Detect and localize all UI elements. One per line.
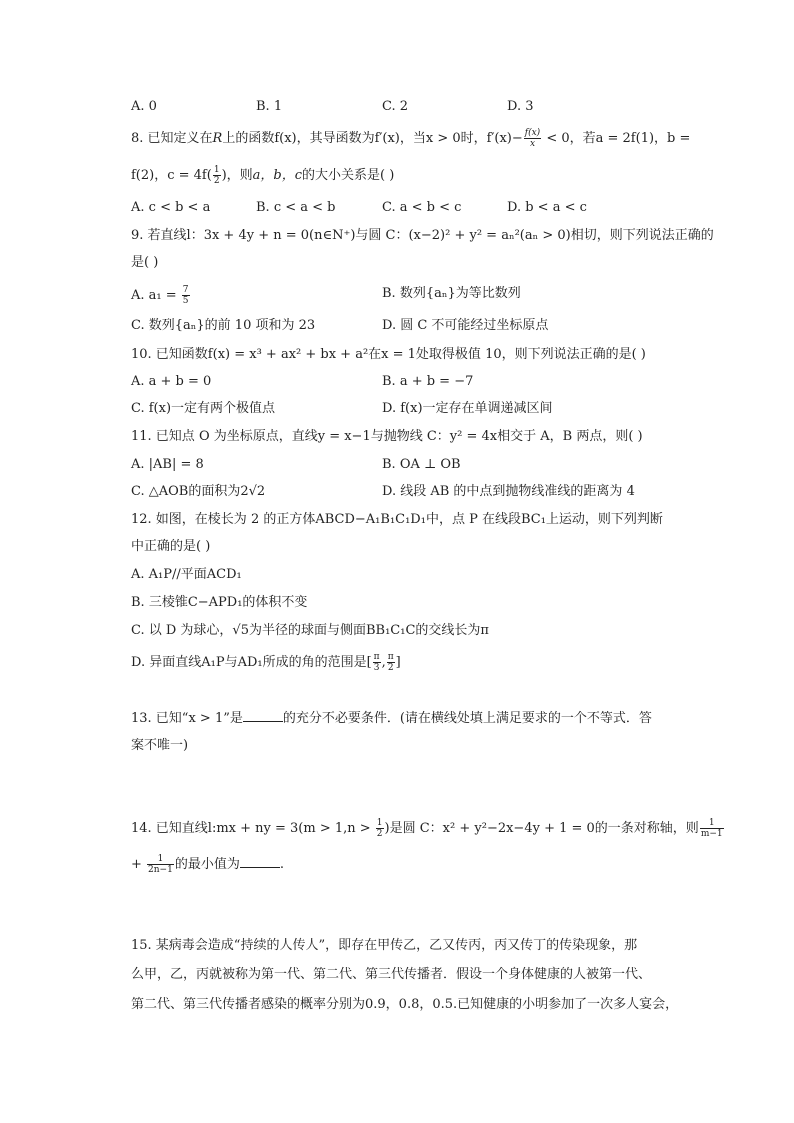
q8-frac-num: f(x) bbox=[524, 128, 541, 138]
q8-option-d: D. b < a < c bbox=[507, 200, 587, 215]
q8-line-1 bbox=[131, 128, 690, 149]
q8-fraction bbox=[524, 128, 541, 149]
q12-option-c: C. 以 D 为球心，√5为半径的球面与侧面BB₁C₁C的交线长为π bbox=[131, 623, 489, 638]
q14-frac-den: 2 bbox=[376, 829, 383, 839]
q13-line-1 bbox=[131, 709, 652, 728]
q8-text: 8. 已知定义在 bbox=[131, 131, 213, 146]
q8-r: R bbox=[212, 131, 223, 146]
q14-frac-den: m−1 bbox=[700, 829, 723, 839]
q7-option-b: B. 1 bbox=[256, 99, 283, 114]
q9-option-a bbox=[131, 285, 191, 306]
q13-text: 13. 已知“x > 1”是 bbox=[131, 711, 243, 726]
q14-frac-num: 1 bbox=[376, 818, 383, 828]
q11-option-b: B. OA ⊥ OB bbox=[382, 457, 461, 472]
q14-text: + bbox=[131, 857, 147, 872]
q12-option-d-text: D. 异面直线A₁P与AD₁所成的角的范围是[ bbox=[131, 655, 372, 670]
q8-text: f(2)，c = 4f( bbox=[131, 168, 212, 183]
q8-option-a: A. c < b < a bbox=[131, 200, 211, 215]
q15-line-3: 第二代、第三代传播者感染的概率分别为0.9，0.8，0.5.已知健康的小明参加了一次多人宴会， bbox=[131, 997, 679, 1012]
q12-frac-num: π bbox=[387, 652, 394, 662]
q14-line-1 bbox=[131, 818, 725, 839]
q8-text: 的大小关系是( ) bbox=[302, 168, 395, 183]
q12-fraction bbox=[373, 652, 381, 673]
q8-option-b: B. c < a < b bbox=[256, 200, 336, 215]
q14-text: 的最小值为 bbox=[174, 857, 240, 872]
q13-answer-blank[interactable] bbox=[243, 709, 283, 722]
q8-text: )，则 bbox=[221, 168, 253, 183]
q8-option-c: C. a < b < c bbox=[382, 200, 462, 215]
q11-option-a: A. |AB| = 8 bbox=[131, 457, 204, 472]
q11-line-1: 11. 已知点 O 为坐标原点，直线y = x−1与抛物线 C：y² = 4x相交于 A，B 两点，则( ) bbox=[131, 429, 643, 444]
q10-option-b: B. a + b = −7 bbox=[382, 374, 474, 389]
q8-frac-den: x bbox=[529, 139, 536, 149]
q8-frac-den: 2 bbox=[213, 176, 220, 186]
q10-option-a: A. a + b = 0 bbox=[131, 374, 212, 389]
q14-line-2 bbox=[131, 854, 284, 875]
q11-option-d: D. 线段 AB 的中点到抛物线准线的距离为 4 bbox=[382, 484, 635, 499]
q9-option-a-text: A. a₁ = bbox=[131, 288, 181, 303]
q9-frac-num: 7 bbox=[182, 285, 189, 295]
q14-text: )是圆 C：x² + y²−2x−4y + 1 = 0的一条对称轴，则 bbox=[384, 821, 699, 836]
q13-text: 的充分不必要条件．(请在横线处填上满足要求的一个不等式．答 bbox=[282, 711, 652, 726]
q12-line-1: 12. 如图，在棱长为 2 的正方体ABCD−A₁B₁C₁D₁中，点 P 在线段BC₁上运动，则下列判断 bbox=[131, 512, 663, 527]
q11-option-c: C. △AOB的面积为2√2 bbox=[131, 484, 266, 499]
q9-option-d: D. 圆 C 不可能经过坐标原点 bbox=[382, 318, 549, 333]
q12-option-a: A. A₁P//平面ACD₁ bbox=[131, 567, 242, 582]
q12-option-d-text: ] bbox=[395, 655, 401, 670]
q14-answer-blank[interactable] bbox=[240, 855, 280, 868]
q14-text: . bbox=[279, 857, 284, 872]
q15-line-1: 15. 某病毒会造成“持续的人传人”，即存在甲传乙，乙又传丙，丙又传丁的传染现象，那 bbox=[131, 938, 638, 953]
q7-option-a: A. 0 bbox=[131, 99, 157, 114]
q14-fraction bbox=[147, 854, 174, 875]
q14-frac-den: 2n−1 bbox=[148, 865, 173, 875]
q12-fraction bbox=[387, 652, 395, 673]
q9-frac-den: 5 bbox=[182, 296, 189, 306]
q8-text: < 0，若a = 2f(1)，b = bbox=[542, 131, 691, 146]
q12-line-2: 中正确的是( ) bbox=[131, 539, 211, 554]
q7-option-d: D. 3 bbox=[507, 99, 534, 114]
q9-option-c: C. 数列{aₙ}的前 10 项和为 23 bbox=[131, 318, 316, 333]
q12-option-b: B. 三棱锥C−APD₁的体积不变 bbox=[131, 595, 308, 610]
q8-fraction bbox=[213, 165, 221, 186]
q10-option-d: D. f(x)一定存在单调递减区间 bbox=[382, 401, 553, 416]
q8-line-2 bbox=[131, 165, 394, 186]
q9-option-b: B. 数列{aₙ}为等比数列 bbox=[382, 286, 521, 301]
q9-option-a-fraction bbox=[182, 285, 190, 306]
q10-option-c: C. f(x)一定有两个极值点 bbox=[131, 401, 276, 416]
q8-frac-num: 1 bbox=[213, 165, 220, 175]
q10-line-1: 10. 已知函数f(x) = x³ + ax² + bx + a²在x = 1处取得极值 10，则下列说法正确的是( ) bbox=[131, 347, 646, 362]
q15-line-2: 么甲，乙，丙就被称为第一代、第二代、第三代传播者．假设一个身体健康的人被第一代、 bbox=[131, 967, 652, 982]
q12-frac-den: 3 bbox=[373, 663, 380, 673]
q8-vars: a，b，c bbox=[252, 168, 302, 183]
q8-text: 上的函数f(x)，其导函数为f′(x)，当x > 0时，f′(x)− bbox=[222, 131, 523, 146]
q14-fraction bbox=[376, 818, 384, 839]
q12-frac-num: π bbox=[373, 652, 380, 662]
q14-fraction bbox=[700, 818, 724, 839]
q14-frac-num: 1 bbox=[700, 818, 724, 829]
q7-option-c: C. 2 bbox=[382, 99, 409, 114]
q9-line-2: 是( ) bbox=[131, 255, 159, 270]
q13-line-2: 案不唯一) bbox=[131, 738, 189, 753]
q14-frac-num: 1 bbox=[147, 854, 174, 865]
q14-text: 14. 已知直线l:mx + ny = 3(m > 1,n > bbox=[131, 821, 375, 836]
q9-line-1: 9. 若直线l：3x + 4y + n = 0(n∈N⁺)与圆 C：(x−2)² + y² = aₙ²(aₙ > 0)相切，则下列说法正确的 bbox=[131, 228, 714, 243]
q12-option-d: D. 异面直线A₁P与AD₁所成的角的范围是[ $\frac{\pi}{3}$ , $\frac{\pi}{2}$ ] bbox=[131, 652, 401, 673]
q12-frac-den: 2 bbox=[387, 663, 394, 673]
